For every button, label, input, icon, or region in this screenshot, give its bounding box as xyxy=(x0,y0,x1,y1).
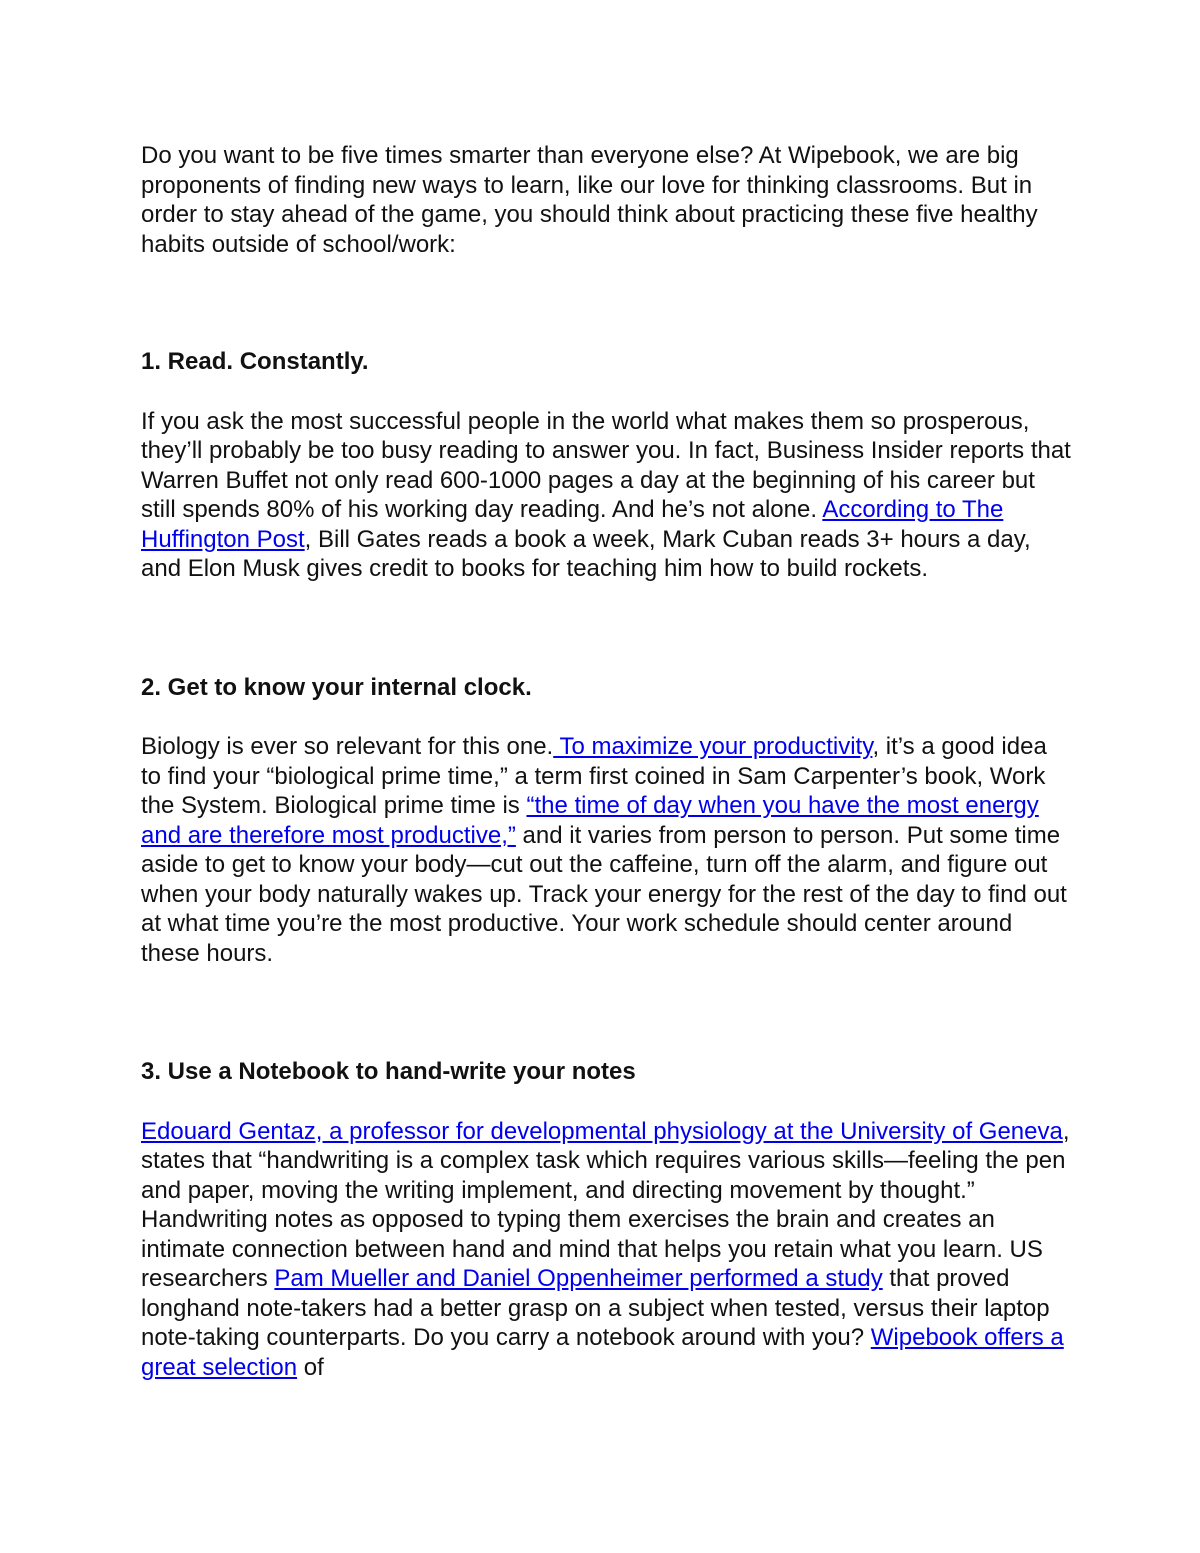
section-1-heading: 1. Read. Constantly. xyxy=(141,348,369,375)
intro-text: Do you want to be five times smarter than everyone else? At Wipebook, we are big proponents of finding new ways to learn, like our love for thinking classrooms. But in order to stay ahead of the game, you should think about practicing these five healthy habits outside of school/work: xyxy=(141,142,1038,258)
section-3-paragraph xyxy=(141,1117,1071,1383)
section-3-text-a: , states that “handwriting is a complex task which requires various skills—feeling the pen and paper, moving the writing implement, and directing movement by thought.” Handwriting notes as opposed to typing them exercises the brain and creates an intimate connection between hand and mind that helps you retain what you learn. US researchers xyxy=(141,1117,1070,1292)
section-2-text-b: , it’s a good idea to find your “biological prime time,” a term first coined in Sam Carpenter’s book, Work the System. Biological prime time is xyxy=(141,733,1047,819)
document-body xyxy=(141,141,1071,1382)
section-2-heading: 2. Get to know your internal clock. xyxy=(141,673,532,701)
section-3-heading: 3. Use a Notebook to hand-write your notes xyxy=(141,1058,636,1085)
biological-prime-time-link[interactable]: “the time of day when you have the most energy and are therefore most productive,” xyxy=(141,792,1039,849)
section-2-text-c: and it varies from person to person. Put some time aside to get to know your body—cut out the caffeine, turn off the alarm, and figure out when your body naturally wakes up. Track your energy for the rest of the day to find out at what time you’re the most productive. Your work schedule should center around these hours. xyxy=(141,821,1067,967)
section-1-paragraph xyxy=(141,407,1071,584)
maximize-productivity-link[interactable]: To maximize your productivity xyxy=(553,733,873,760)
section-1-text-b: , Bill Gates reads a book a week, Mark Cuban reads 3+ hours a day, and Elon Musk gives credit to books for teaching him how to build rockets. xyxy=(141,525,1031,582)
section-2-paragraph xyxy=(141,732,1071,968)
edouard-gentaz-link[interactable]: Edouard Gentaz, a professor for developmental physiology at the University of Geneva xyxy=(141,1117,1063,1145)
section-2-text-a: Biology is ever so relevant for this one. xyxy=(141,733,554,760)
section-3-text-b: that proved longhand note-takers had a better grasp on a subject when tested, versus their laptop note-taking counterparts. Do you carry a notebook around with you? xyxy=(141,1265,1050,1351)
section-1-text-a: If you ask the most successful people in the world what makes them so prosperous, they’ll probably be too busy reading to answer you. In fact, Business Insider reports that Warren Buffet not only read 600-1000 pages a day at the beginning of his career but still spends 80% of his working day reading. And he’s not alone. xyxy=(141,407,1071,523)
mueller-oppenheimer-study-link[interactable]: Pam Mueller and Daniel Oppenheimer performed a study xyxy=(274,1265,883,1292)
section-3-text-c: of xyxy=(297,1353,324,1381)
huffington-post-link[interactable]: According to The Huffington Post xyxy=(141,496,1004,553)
intro-paragraph xyxy=(141,141,1071,259)
wipebook-selection-link[interactable]: Wipebook offers a great selection xyxy=(141,1324,1064,1381)
